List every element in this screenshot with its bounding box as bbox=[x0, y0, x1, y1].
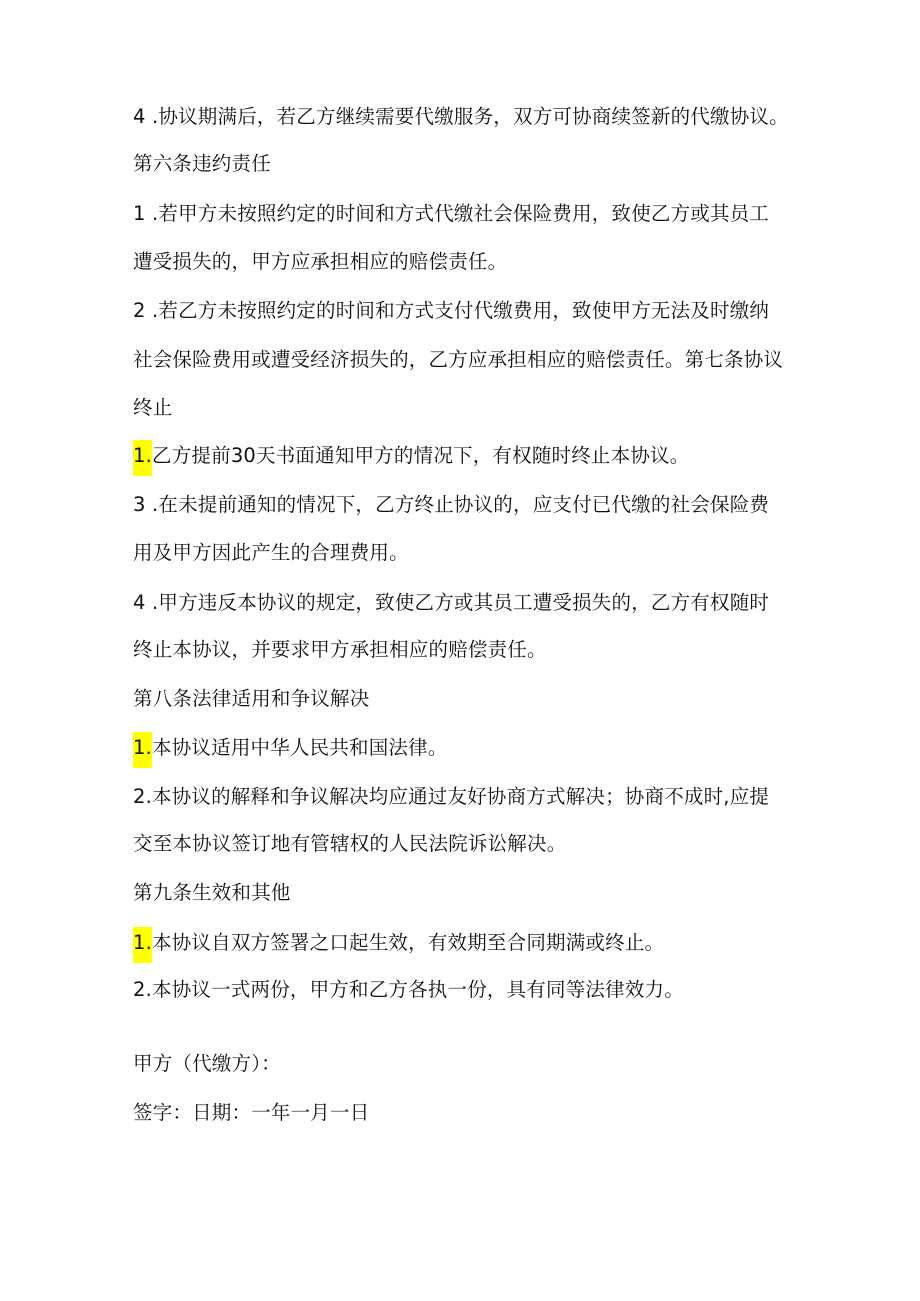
highlighted-item-number: 1. bbox=[133, 927, 152, 963]
signature-date-line: 签字：日期：一年一月一日 bbox=[133, 1101, 370, 1124]
article-6-item-2-line-2: 社会保险费用或遭受经济损失的，乙方应承担相应的赔偿责任。第七条协议 bbox=[133, 348, 784, 371]
article-7-item-4-line-1: 4 .甲方违反本协议的规定，致使乙方或其员工遭受损失的，乙方有权随时 bbox=[133, 591, 770, 614]
article-8-heading: 第八条法律适用和争议解决 bbox=[133, 687, 370, 710]
article-7-item-3-line-1: 3 .在未提前通知的情况下，乙方终止协议的，应支付已代缴的社会保险费 bbox=[133, 493, 770, 516]
party-a-label: 甲方（代缴方）： bbox=[133, 1052, 281, 1075]
article-9-item-2: 2.本协议一式两份，甲方和乙方各执一份，具有同等法律效力。 bbox=[133, 978, 684, 1001]
article-7-item-1-text: 乙方提前30天书面通知甲方的情况下，有权随时终止本协议。 bbox=[152, 444, 690, 467]
article-7-item-4-line-2: 终止本协议，并要求甲方承担相应的赔偿责任。 bbox=[133, 638, 547, 661]
article-9-item-1 bbox=[133, 929, 664, 963]
article-7-item-3-line-2: 用及甲方因此产生的合理费用。 bbox=[133, 541, 409, 564]
article-8-item-1-text: 本协议适用中华人民共和国法律。 bbox=[152, 736, 448, 759]
article-9-heading: 第九条生效和其他 bbox=[133, 881, 291, 904]
article-8-item-2-line-2: 交至本协议签订地有管辖权的人民法院诉讼解决。 bbox=[133, 832, 567, 855]
article-6-item-1-line-2: 遭受损失的，甲方应承担相应的赔偿责任。 bbox=[133, 250, 508, 273]
clause-5-item-4: 4 .协议期满后，若乙方继续需要代缴服务，双方可协商续签新的代缴协议。 bbox=[133, 105, 789, 128]
highlighted-item-number: 1. bbox=[133, 732, 152, 768]
article-6-item-2-line-1: 2 .若乙方未按照约定的时间和方式支付代缴费用，致使甲方无法及时缴纳 bbox=[133, 299, 770, 322]
article-8-item-2-line-1: 2.本协议的解释和争议解决均应通过友好协商方式解决；协商不成时,应提 bbox=[133, 785, 770, 808]
article-7-item-1 bbox=[133, 442, 689, 476]
article-9-item-1-text: 本协议自双方签署之口起生效，有效期至合同期满或终止。 bbox=[152, 931, 665, 954]
article-6-heading: 第六条违约责任 bbox=[133, 152, 271, 175]
article-8-item-1 bbox=[133, 734, 448, 768]
highlighted-item-number: 1. bbox=[133, 440, 152, 476]
article-7-heading: 终止 bbox=[133, 396, 173, 419]
article-6-item-1-line-1: 1 .若甲方未按照约定的时间和方式代缴社会保险费用，致使乙方或其员工 bbox=[133, 202, 770, 225]
